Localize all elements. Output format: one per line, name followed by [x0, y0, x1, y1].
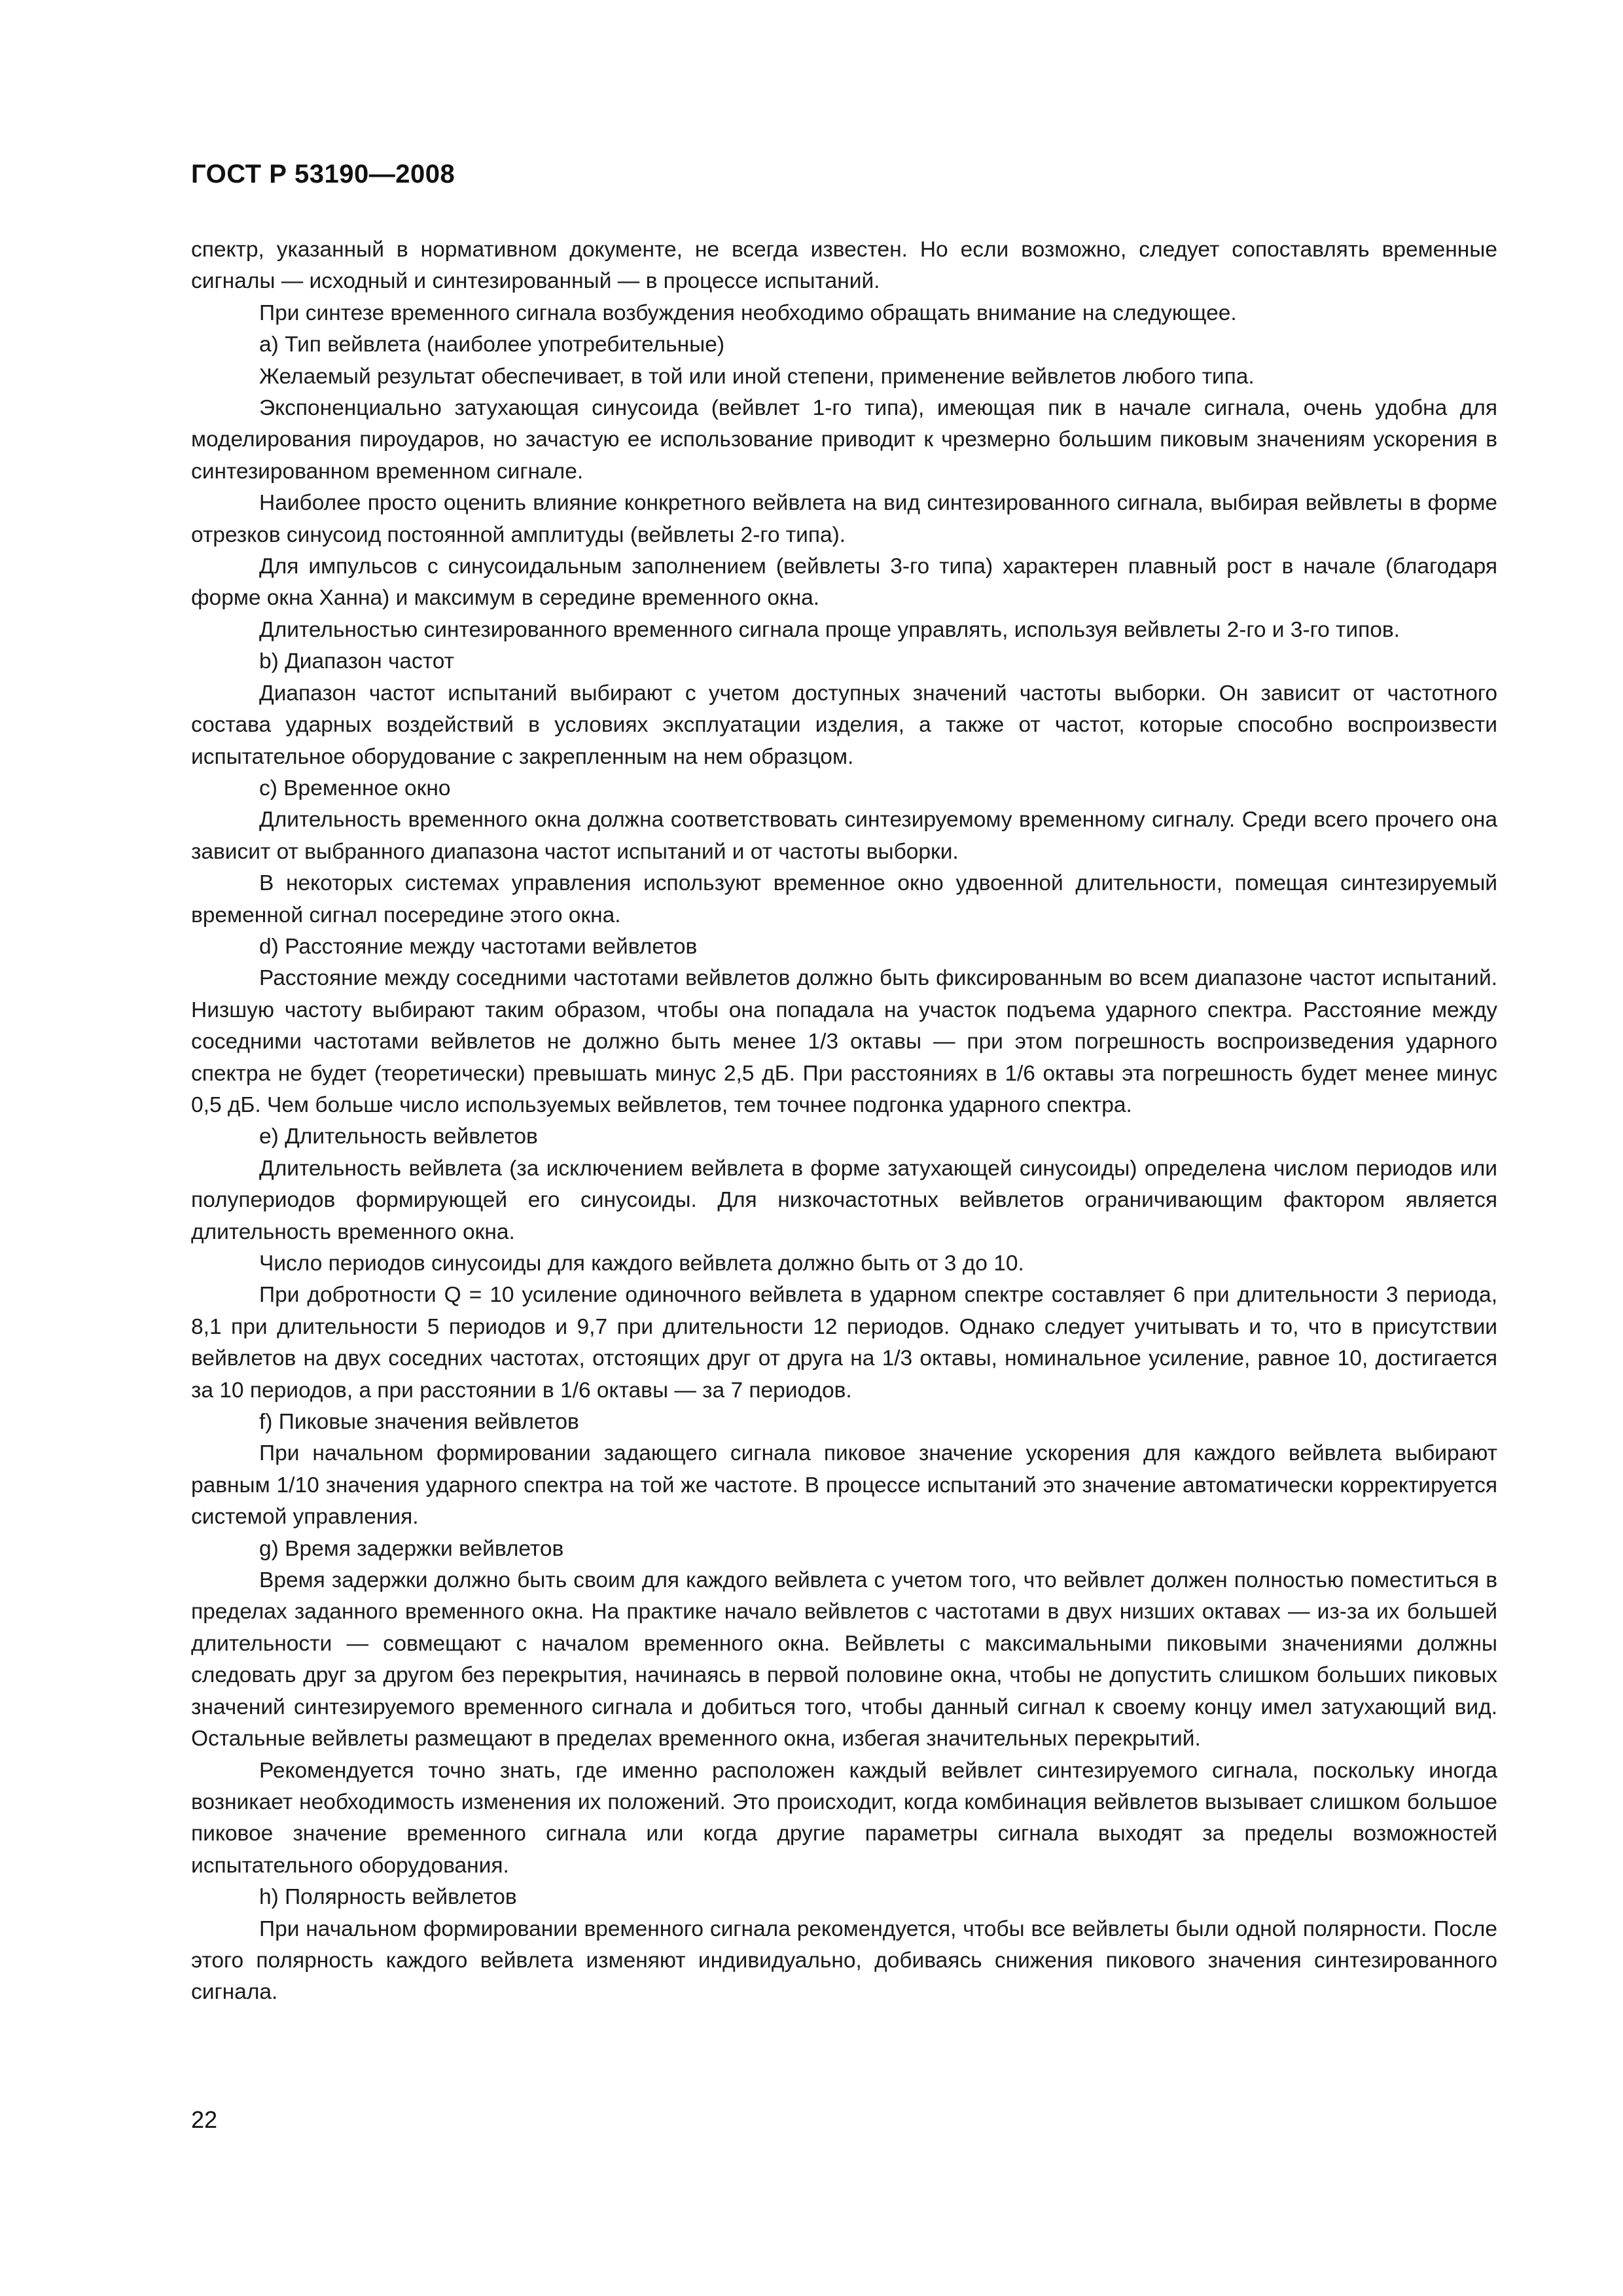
paragraph: Экспоненциально затухающая синусоида (вейвлет 1-го типа), имеющая пик в начале сигнала, очень удобна для моделирования пироударов, но зачастую ее использование приводит к чрезмерно большим пиковым значениям ускорения в синтезированном временном сигнале.: [191, 396, 1497, 484]
section-heading-a: a) Тип вейвлета (наиболее употребительные): [259, 332, 724, 357]
section-heading-f: f) Пиковые значения вейвлетов: [259, 1410, 579, 1435]
document-header: ГОСТ Р 53190—2008: [191, 160, 455, 188]
paragraph: Желаемый результат обеспечивает, в той или иной степени, применение вейвлетов любого типа.: [259, 364, 1255, 389]
paragraph: Расстояние между соседними частотами вейвлетов должно быть фиксированным во всем диапазоне частот испытаний. Низшую частоту выбирают таким образом, чтобы она попадала на участок подъема ударного спектра. Расстояние между соседними частотами вейвлетов не должно быть менее 1/3 октавы — при этом погрешность воспроизведения ударного спектра не будет (теоретически) превышать минус 2,5 дБ. При расстояниях в 1/6 октавы эта погрешность будет менее минус 0,5 дБ. Чем больше число используемых вейвлетов, тем точнее подгонка ударного спектра.: [191, 966, 1497, 1117]
paragraph: Длительность временного окна должна соответствовать синтезируемому временному сигналу. Среди всего прочего она зависит от выбранного диапазона частот испытаний и от частоты выборки.: [191, 808, 1497, 864]
paragraph: В некоторых системах управления используют временное окно удвоенной длительности, помещая синтезируемый временной сигнал посередине этого окна.: [191, 871, 1497, 927]
paragraph: Длительностью синтезированного временного сигнала проще управлять, используя вейвлеты 2-го и 3-го типов.: [259, 617, 1400, 642]
section-heading-e: e) Длительность вейвлетов: [259, 1124, 538, 1149]
page-number: 22: [191, 2106, 218, 2133]
paragraph-continuation: спектр, указанный в нормативном документе, не всегда известен. Но если возможно, следует сопоставлять временные сигналы — исходный и синтезированный — в процессе испытаний.: [191, 238, 1497, 294]
section-heading-c: c) Временное окно: [259, 776, 451, 800]
paragraph: Число периодов синусоиды для каждого вейвлета должно быть от 3 до 10.: [259, 1251, 1024, 1276]
document-body: [191, 234, 1497, 2009]
section-heading-h: h) Полярность вейвлетов: [259, 1885, 517, 1910]
paragraph: Для импульсов с синусоидальным заполнением (вейвлеты 3-го типа) характерен плавный рост в начале (благодаря форме окна Ханна) и максимум в середине временного окна.: [191, 554, 1497, 611]
section-heading-g: g) Время задержки вейвлетов: [259, 1536, 564, 1561]
paragraph: Диапазон частот испытаний выбирают с учетом доступных значений частоты выборки. Он зависит от частотного состава ударных воздействий в условиях эксплуатации изделия, а также от частот, которые способно воспроизвести испытательное оборудование с закрепленным на нем образцом.: [191, 681, 1497, 769]
paragraph: При синтезе временного сигнала возбуждения необходимо обращать внимание на следующее.: [259, 300, 1237, 325]
paragraph: При начальном формировании временного сигнала рекомендуется, чтобы все вейвлеты были одной полярности. После этого полярность каждого вейвлета изменяют индивидуально, добиваясь снижения пикового значения синтезированного сигнала.: [191, 1916, 1497, 2005]
paragraph: Наиболее просто оценить влияние конкретного вейвлета на вид синтезированного сигнала, выбирая вейвлеты в форме отрезков синусоид постоянной амплитуды (вейвлеты 2-го типа).: [191, 491, 1497, 547]
paragraph: При начальном формировании задающего сигнала пиковое значение ускорения для каждого вейвлета выбирают равным 1/10 значения ударного спектра на той же частоте. В процессе испытаний это значение автоматически корректируется системой управления.: [191, 1441, 1497, 1530]
paragraph: Рекомендуется точно знать, где именно расположен каждый вейвлет синтезируемого сигнала, поскольку иногда возникает необходимость изменения их положений. Это происходит, когда комбинация вейвлетов вызывает слишком большое пиковое значение временного сигнала или когда другие параметры сигнала выходят за пределы возможностей испытательного оборудования.: [191, 1758, 1497, 1878]
paragraph: Длительность вейвлета (за исключением вейвлета в форме затухающей синусоиды) определена числом периодов или полупериодов формирующей его синусоиды. Для низкочастотных вейвлетов ограничивающим фактором является длительность временного окна.: [191, 1156, 1497, 1244]
section-heading-d: d) Расстояние между частотами вейвлетов: [259, 934, 698, 959]
paragraph: Время задержки должно быть своим для каждого вейвлета с учетом того, что вейвлет должен полностью поместиться в пределах заданного временного окна. На практике начало вейвлетов с частотами в двух низших октавах — из-за их большей длительности — совмещают с началом временного окна. Вейвлеты с максимальными пиковыми значениями должны следовать друг за другом без перекрытия, начинаясь в первой половине окна, чтобы не допустить слишком больших пиковых значений синтезируемого временного сигнала и добиться того, чтобы данный сигнал к своему концу имел затухающий вид. Остальные вейвлеты размещают в пределах временного окна, избегая значительных перекрытий.: [191, 1568, 1497, 1751]
section-heading-b: b) Диапазон частот: [259, 649, 454, 674]
paragraph: При добротности Q = 10 усиление одиночного вейвлета в ударном спектре составляет 6 при длительности 3 периода, 8,1 при длительности 5 периодов и 9,7 при длительности 12 периодов. Однако следует учитывать и то, что в присутствии вейвлетов на двух соседних частотах, отстоящих друг от друга на 1/3 октавы, номинальное усиление, равное 10, достигается за 10 периодов, а при расстоянии в 1/6 октавы — за 7 периодов.: [191, 1283, 1497, 1403]
